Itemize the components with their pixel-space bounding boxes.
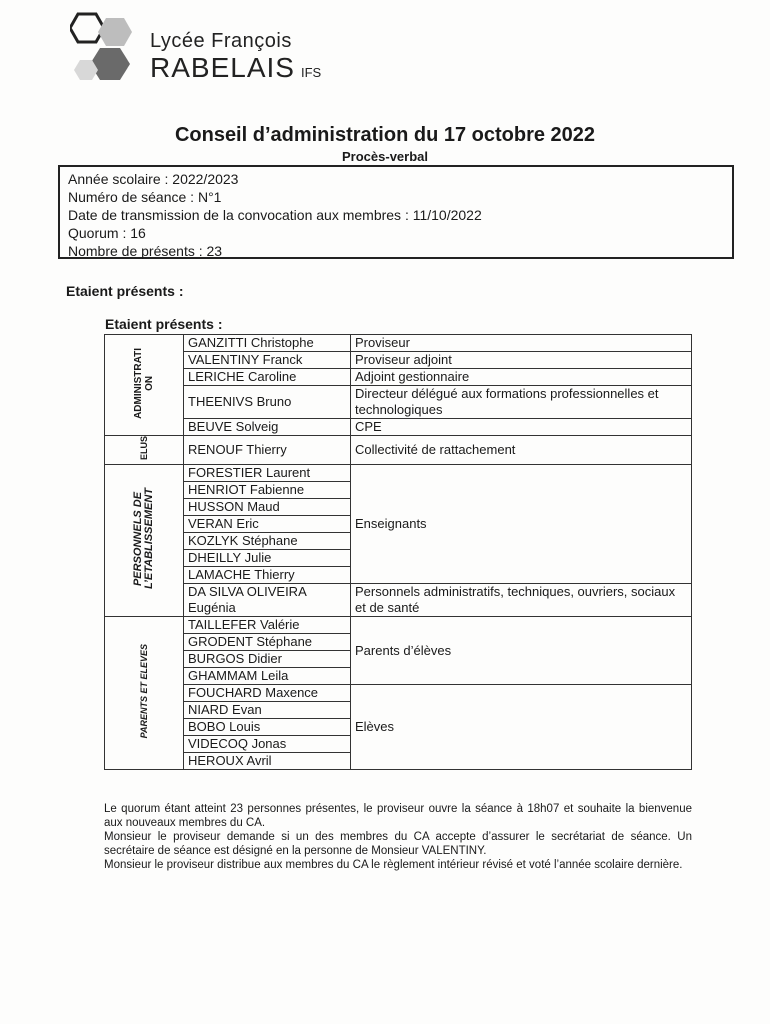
member-name: TAILLEFER Valérie [184,617,351,634]
group-role-parents: Parents d’élèves [351,617,692,685]
member-role: Proviseur adjoint [351,352,692,369]
member-name: FOUCHARD Maxence [184,685,351,702]
member-name: THEENIVS Bruno [184,386,351,419]
member-role: Directeur délégué aux formations professionnelles et technologiques [351,386,692,419]
member-name: RENOUF Thierry [184,436,351,465]
member-name: KOZLYK Stéphane [184,533,351,550]
member-name: BOBO Louis [184,719,351,736]
table-row [105,386,692,419]
category-administration: ADMINISTRATI ON [105,335,184,436]
attendance-table [104,334,692,770]
member-name: VERAN Eric [184,516,351,533]
table-row [105,685,692,702]
present-table-heading: Etaient présents : [105,316,223,332]
info-convocation-date: Date de transmission de la convocation aux membres : 11/10/2022 [68,207,482,223]
logo-line-1: Lycée François [150,30,292,52]
member-name: LAMACHE Thierry [184,567,351,584]
member-name: DHEILLY Julie [184,550,351,567]
member-role: Adjoint gestionnaire [351,369,692,386]
group-role-teachers: Enseignants [351,465,692,584]
member-name: HUSSON Maud [184,499,351,516]
info-session-number: Numéro de séance : N°1 [68,189,222,205]
member-name: HEROUX Avril [184,753,351,770]
table-row [105,617,692,634]
page-title: Conseil d’administration du 17 octobre 2022 [174,124,596,146]
member-role: Collectivité de rattachement [351,436,692,465]
table-row [105,465,692,482]
member-role: CPE [351,419,692,436]
table-row [105,436,692,465]
school-logo [70,12,340,92]
table-row [105,584,692,617]
member-name: NIARD Evan [184,702,351,719]
table-row [105,352,692,369]
member-name: VALENTINY Franck [184,352,351,369]
member-name: FORESTIER Laurent [184,465,351,482]
logo-hexagon-icon [70,12,148,90]
table-row [105,335,692,352]
member-name: HENRIOT Fabienne [184,482,351,499]
member-name: DA SILVA OLIVEIRA Eugénia [184,584,351,617]
member-name: VIDECOQ Jonas [184,736,351,753]
paragraph-secretary: Monsieur le proviseur demande si un des membres du CA accepte d’assurer le secrétariat de séance. Un secrétaire de séance est désigné en la personne de Monsieur VALENTINY. [104,831,692,857]
category-personnels: PERSONNELS DE L’ETABLISSEMENT [105,465,184,617]
logo-line-2: RABELAIS IFS [150,52,322,83]
group-role-students: Elèves [351,685,692,770]
present-heading: Etaient présents : [66,283,184,299]
minutes-text [104,802,692,872]
paragraph-rules: Monsieur le proviseur distribue aux membres du CA le règlement intérieur révisé et voté l’année scolaire dernière. [104,859,683,871]
info-quorum: Quorum : 16 [68,225,146,241]
info-school-year: Année scolaire : 2022/2023 [68,171,239,187]
member-name: GHAMMAM Leila [184,668,351,685]
member-name: GANZITTI Christophe [184,335,351,352]
category-elus: ELUS [105,436,184,465]
session-info-box [58,165,734,259]
member-name: BURGOS Didier [184,651,351,668]
info-present-count: Nombre de présents : 23 [68,243,223,259]
member-name: BEUVE Solveig [184,419,351,436]
paragraph-quorum: Le quorum étant atteint 23 personnes présentes, le proviseur ouvre la séance à 18h07 et souhaite la bienvenue aux nouveaux membres du CA. [104,803,692,829]
table-row [105,369,692,386]
page-subtitle: Procès-verbal [342,149,428,164]
table-row [105,419,692,436]
category-parents-eleves: PARENTS ET ELEVES [105,617,184,770]
member-name: GRODENT Stéphane [184,634,351,651]
member-name: LERICHE Caroline [184,369,351,386]
member-role: Personnels administratifs, techniques, ouvriers, sociaux et de santé [351,584,692,617]
member-role: Proviseur [351,335,692,352]
